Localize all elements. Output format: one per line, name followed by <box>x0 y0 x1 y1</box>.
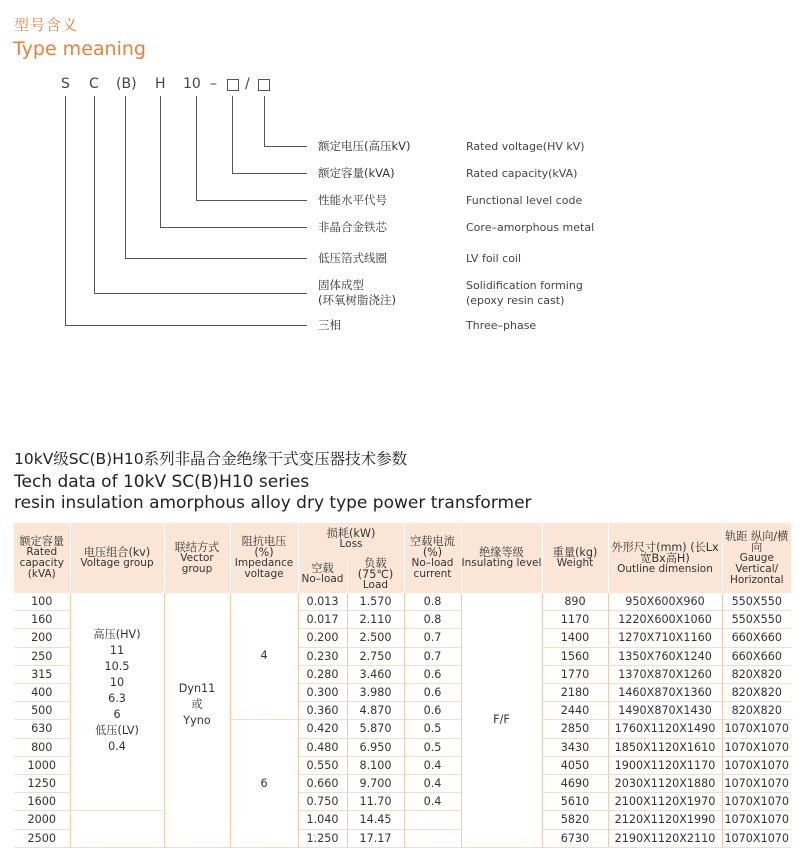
load-loss-cell: 2.750 <box>347 647 404 665</box>
header-capacity: 额定容量 Rated capacity (kVA) <box>14 523 70 593</box>
code-number: 10 <box>183 76 201 92</box>
meaning-cn: 低压箔式线圈 <box>318 251 387 265</box>
load-loss-cell: 11.70 <box>347 793 404 811</box>
connector-line <box>196 200 307 201</box>
load-loss-cell: 2.500 <box>347 629 404 647</box>
tech-data-table <box>14 523 791 848</box>
gauge-cell: 550X550 <box>722 611 791 629</box>
outline-dimension-cell: 950X600X960 <box>608 593 722 611</box>
gauge-cell: 1070X1070 <box>722 811 791 829</box>
meaning-cn: 额定电压(高压kV) <box>318 139 411 153</box>
outline-dimension-cell: 2030X1120X1880 <box>608 775 722 793</box>
load-loss-cell: 1.570 <box>347 593 404 611</box>
weight-cell: 1770 <box>542 665 608 683</box>
outline-dimension-cell: 2120X1120X1990 <box>608 811 722 829</box>
capacity-cell: 2500 <box>14 829 70 847</box>
gauge-cell: 550X550 <box>722 593 791 611</box>
outline-dimension-cell: 1370X870X1260 <box>608 665 722 683</box>
noload-current-cell <box>404 811 461 829</box>
tech-title-cn: 10kV级SC(B)H10系列非晶合金绝缘干式变压器技术参数 <box>14 450 408 468</box>
weight-cell: 4050 <box>542 756 608 774</box>
noload-current-cell: 0.6 <box>404 665 461 683</box>
tech-title-en-line2: resin insulation amorphous alloy dry type power transformer <box>14 493 532 513</box>
weight-cell: 1560 <box>542 647 608 665</box>
table-row <box>14 811 791 829</box>
noload-current-cell: 0.4 <box>404 793 461 811</box>
weight-cell: 2440 <box>542 702 608 720</box>
noload-current-cell: 0.6 <box>404 702 461 720</box>
header-insulating: 绝缘等级 Insulating level <box>461 523 542 593</box>
connector-line <box>65 325 307 326</box>
gauge-cell: 820X820 <box>722 665 791 683</box>
noload-current-cell: 0.5 <box>404 738 461 756</box>
noload-loss-cell: 0.360 <box>298 702 347 720</box>
outline-dimension-cell: 1760X1120X1490 <box>608 720 722 738</box>
voltage-group-cell <box>70 593 164 811</box>
code-s: S <box>61 76 70 92</box>
gauge-cell: 820X820 <box>722 684 791 702</box>
capacity-placeholder-box <box>227 79 239 91</box>
noload-current-cell: 0.4 <box>404 756 461 774</box>
voltage-placeholder-box <box>258 79 270 91</box>
type-meaning-title-en: Type meaning <box>13 38 146 60</box>
tech-title-en-line1: Tech data of 10kV SC(B)H10 series <box>14 472 310 492</box>
meaning-en: Rated capacity(kVA) <box>466 167 578 180</box>
noload-loss-cell: 0.280 <box>298 665 347 683</box>
header-loss: 损耗(kW) Loss <box>298 523 404 555</box>
header-vector-group: 联结方式 Vector group <box>164 523 230 593</box>
weight-cell: 2850 <box>542 720 608 738</box>
outline-dimension-cell: 1900X1120X1170 <box>608 756 722 774</box>
meaning-cn: 非晶合金铁芯 <box>318 220 387 234</box>
gauge-cell: 660X660 <box>722 629 791 647</box>
load-loss-cell: 17.17 <box>347 829 404 847</box>
capacity-cell: 2000 <box>14 811 70 829</box>
meaning-cn: 固体成型 <box>318 278 364 292</box>
meaning-cn: 三相 <box>318 318 341 332</box>
voltage-group-empty-cell <box>70 811 164 847</box>
vector-group-line: 或 <box>191 698 203 711</box>
gauge-cell: 1070X1070 <box>722 720 791 738</box>
header-noload-current: 空载电流 (%) No–load current <box>404 523 461 593</box>
connector-forming <box>94 96 95 293</box>
connector-phase <box>65 96 66 325</box>
outline-dimension-cell: 1460X870X1360 <box>608 684 722 702</box>
voltage-group-line: 0.4 <box>108 740 126 753</box>
header-voltage-group: 电压组合(kv) Voltage group <box>70 523 164 593</box>
capacity-cell: 1000 <box>14 756 70 774</box>
connector-coil <box>125 96 126 258</box>
connector-voltage <box>264 96 265 146</box>
meaning-en: Functional level code <box>466 194 583 207</box>
noload-loss-cell: 0.660 <box>298 775 347 793</box>
weight-cell: 6730 <box>542 829 608 847</box>
noload-loss-cell: 0.300 <box>298 684 347 702</box>
outline-dimension-cell: 2190X1120X2110 <box>608 829 722 847</box>
noload-loss-cell: 0.420 <box>298 720 347 738</box>
outline-dimension-cell: 2100X1120X1970 <box>608 793 722 811</box>
connector-line <box>160 227 307 228</box>
load-loss-cell: 8.100 <box>347 756 404 774</box>
capacity-cell: 200 <box>14 629 70 647</box>
gauge-cell: 1070X1070 <box>722 793 791 811</box>
weight-cell: 5820 <box>542 811 608 829</box>
noload-loss-cell: 0.017 <box>298 611 347 629</box>
weight-cell: 4690 <box>542 775 608 793</box>
header-gauge: 轨距 纵向/横向 Gauge Vertical/ Horizontal <box>722 523 791 593</box>
load-loss-cell: 4.870 <box>347 702 404 720</box>
voltage-group-line: 6.3 <box>108 692 126 705</box>
code-b: (B) <box>116 76 137 92</box>
voltage-group-line: 10.5 <box>104 660 130 673</box>
weight-cell: 5610 <box>542 793 608 811</box>
load-loss-cell: 3.980 <box>347 684 404 702</box>
load-loss-cell: 3.460 <box>347 665 404 683</box>
noload-current-cell: 0.6 <box>404 684 461 702</box>
voltage-group-line: 11 <box>109 644 125 657</box>
voltage-group-line: 10 <box>109 676 125 689</box>
header-noload-loss: 空载 No–load <box>298 555 347 593</box>
connector-level <box>196 96 197 200</box>
noload-current-cell: 0.8 <box>404 593 461 611</box>
outline-dimension-cell: 1350X760X1240 <box>608 647 722 665</box>
code-c: C <box>89 76 99 92</box>
capacity-cell: 400 <box>14 684 70 702</box>
meaning-en: Rated voltage(HV kV) <box>466 140 585 153</box>
noload-current-cell: 0.4 <box>404 775 461 793</box>
gauge-cell: 1070X1070 <box>722 775 791 793</box>
noload-loss-cell: 0.230 <box>298 647 347 665</box>
connector-line <box>94 293 307 294</box>
capacity-cell: 800 <box>14 738 70 756</box>
load-loss-cell: 5.870 <box>347 720 404 738</box>
weight-cell: 890 <box>542 593 608 611</box>
load-loss-cell: 2.110 <box>347 611 404 629</box>
meaning-en: Three–phase <box>466 319 537 332</box>
meaning-cn: 性能水平代号 <box>318 193 387 207</box>
weight-cell: 1400 <box>542 629 608 647</box>
type-meaning-title-cn: 型号含义 <box>14 16 79 34</box>
gauge-cell: 1070X1070 <box>722 756 791 774</box>
noload-loss-cell: 0.013 <box>298 593 347 611</box>
outline-dimension-cell: 1850X1120X1610 <box>608 738 722 756</box>
capacity-cell: 630 <box>14 720 70 738</box>
connector-line <box>264 146 307 147</box>
impedance-cell: 6 <box>230 720 298 847</box>
vector-group-cell <box>164 593 230 847</box>
load-loss-cell: 14.45 <box>347 811 404 829</box>
code-h: H <box>155 76 166 92</box>
header-load-loss: 负载(75℃) Load <box>347 555 404 593</box>
outline-dimension-cell: 1220X600X1060 <box>608 611 722 629</box>
noload-current-cell: 0.7 <box>404 629 461 647</box>
header-outline: 外形尺寸(mm) (长Lx宽Bx高H) Outline dimension <box>608 523 722 593</box>
noload-loss-cell: 0.550 <box>298 756 347 774</box>
noload-loss-cell: 0.200 <box>298 629 347 647</box>
capacity-cell: 1250 <box>14 775 70 793</box>
outline-dimension-cell: 1270X710X1160 <box>608 629 722 647</box>
voltage-group-line: 6 <box>113 708 121 721</box>
impedance-cell: 4 <box>230 593 298 720</box>
connector-capacity <box>232 96 233 173</box>
capacity-cell: 500 <box>14 702 70 720</box>
voltage-group-line: 高压(HV) <box>93 628 141 641</box>
noload-loss-cell: 0.750 <box>298 793 347 811</box>
meaning-cn: 额定容量(kVA) <box>318 166 395 180</box>
weight-cell: 1170 <box>542 611 608 629</box>
noload-current-cell: 0.5 <box>404 720 461 738</box>
noload-current-cell: 0.7 <box>404 647 461 665</box>
load-loss-cell: 9.700 <box>347 775 404 793</box>
gauge-cell: 1070X1070 <box>722 829 791 847</box>
noload-current-cell: 0.8 <box>404 611 461 629</box>
header-weight: 重量(kg) Weight <box>542 523 608 593</box>
connector-line <box>125 258 307 259</box>
code-slash: / <box>245 76 250 92</box>
table-row <box>14 593 791 611</box>
connector-core <box>160 96 161 227</box>
meaning-en-line2: (epoxy resin cast) <box>466 294 565 307</box>
capacity-cell: 250 <box>14 647 70 665</box>
meaning-en: LV foil coil <box>466 252 522 265</box>
noload-loss-cell: 1.040 <box>298 811 347 829</box>
meaning-cn-line2: (环氧树脂浇注) <box>318 293 396 307</box>
gauge-cell: 820X820 <box>722 702 791 720</box>
header-impedance: 阻抗电压 (%) Impedance voltage <box>230 523 298 593</box>
meaning-en: Core–amorphous metal <box>466 221 595 234</box>
capacity-cell: 160 <box>14 611 70 629</box>
capacity-cell: 1600 <box>14 793 70 811</box>
noload-current-cell <box>404 829 461 847</box>
outline-dimension-cell: 1490X870X1430 <box>608 702 722 720</box>
insulating-level-cell: F/F <box>461 593 542 847</box>
gauge-cell: 1070X1070 <box>722 738 791 756</box>
vector-group-line: Dyn11 <box>178 682 216 695</box>
noload-loss-cell: 1.250 <box>298 829 347 847</box>
weight-cell: 2180 <box>542 684 608 702</box>
connector-line <box>232 173 307 174</box>
code-dash: – <box>210 76 217 92</box>
vector-group-line: Yyno <box>183 714 211 727</box>
voltage-group-line: 低压(LV) <box>95 724 139 737</box>
capacity-cell: 100 <box>14 593 70 611</box>
meaning-en: Solidification forming <box>466 279 583 292</box>
load-loss-cell: 6.950 <box>347 738 404 756</box>
gauge-cell: 660X660 <box>722 647 791 665</box>
capacity-cell: 315 <box>14 665 70 683</box>
noload-loss-cell: 0.480 <box>298 738 347 756</box>
weight-cell: 3430 <box>542 738 608 756</box>
